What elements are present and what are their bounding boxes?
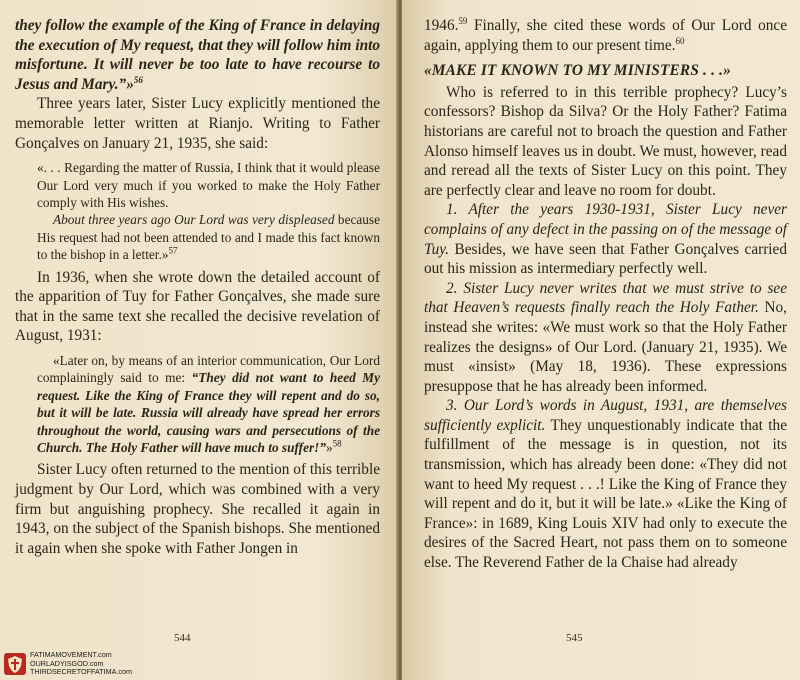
site-watermark[interactable]	[4, 650, 164, 678]
left-page	[0, 0, 398, 680]
block-quote-1935: «. . . Regarding the matter of Russia, I think that it would please Our Lord very much if you worked to make the Holy Father comply with His wishes. About three years ago Our Lord was very displeased because His request had not been attended to and I made this fact known to the bishop in a letter.»$^{57}$	[37, 160, 381, 263]
shield-logo-icon	[4, 653, 26, 675]
paragraph-terrible-judgment: Sister Lucy often returned to the mention of this terrible judgment by Our Lord, which was combined with a very firm but anguishing prophecy. She recalled it again in 1943, on the subject of the Spanish bishops. She mentioned it again when she spoke with Father Jongen in	[15, 461, 380, 557]
quote-continuation: they follow the example of the King of France in delaying the execution of My request, that they will follow him into misfortune. It will never be too late to have recourse to Jesus and Mary.”»$^{56}$	[15, 17, 380, 93]
footnote-58[interactable]: 58	[332, 438, 342, 449]
page-number-left: 544	[174, 632, 191, 644]
section-heading: «MAKE IT KNOWN TO MY MINISTERS . . .»	[424, 62, 732, 80]
right-page-text	[424, 16, 787, 573]
right-page	[402, 0, 800, 680]
paragraph-who-referred: Who is referred to in this terrible prophecy? Lucy’s confessors? Bishop da Silva? Or the Holy Father? Fatima historians are careful not to broach the question and Father Alonso himself leaves us in doubt. We must, however, read and reread all the texts of Sister Lucy on this point. They are perfectly clear and leave no room for doubt.	[424, 83, 787, 199]
footnote-56[interactable]: 56	[133, 74, 143, 85]
paragraph-1946: 1946.59 Finally, she cited these words of Our Lord once again, applying them to our present time.$^{60}$	[424, 15, 787, 54]
footnote-57[interactable]: 57	[168, 245, 178, 256]
paragraph-point-3: 3. Our Lord’s words in August, 1931, are themselves sufficiently explicit. They unquestionably indicate that the fulfillment of the message is in question, not its transmission, which has already been done: «They did not want to heed My request . . .! Like the King of France they will repent and do it, but it will be late.» «Like the King of France»: in 1689, King Louis XIV had only to execute the desires of the Sacred Heart, not pass them on to someone else. The Reverend Father de la Chaise had already	[424, 397, 787, 572]
watermark-text: FATIMAMOVEMENT.com OURLADYISGOD.com THIRDSECRETOFFATIMA.com	[30, 650, 132, 677]
footnote-59[interactable]: 59	[458, 15, 468, 26]
page-number-right: 545	[566, 632, 583, 644]
footnote-60[interactable]: 60	[675, 35, 685, 46]
paragraph-rianjo: Three years later, Sister Lucy explicitly mentioned the memorable letter written at Rianjo. Writing to Father Gonçalves on January 21, 1935, she said:	[15, 95, 380, 152]
paragraph-point-2: 2. Sister Lucy never writes that we must strive to see that Heaven’s requests finally reach the Holy Father. No, instead she writes: «We must work so that the Holy Father realizes the designs» of Our Lord. (January 21, 1935). We must «insist» (May 18, 1936). These expressions presuppose that he has already been informed.	[424, 279, 787, 395]
paragraph-1936: In 1936, when she wrote down the detailed account of the apparition of Tuy for Father Gonçalves, she made sure that in the same text she recalled the decisive revelation of August, 1931:	[15, 268, 380, 345]
block-quote-tuy: «Later on, by means of an interior communication, Our Lord complainingly said to me: “They did not want to heed My request. Like the King of France they will repent and do so, but it will be late. Russia will already have spread her errors throughout the world, causing wars and persecutions of the Church. The Holy Father will have much to suffer!”»$^{58}$	[37, 352, 380, 455]
left-page-text	[15, 16, 380, 558]
paragraph-point-1: 1. After the years 1930-1931, Sister Lucy never complains of any defect in the passing on of the message of Tuy. Besides, we have seen that Father Gonçalves carried out his mission as intermediary perfectly well.	[424, 201, 787, 278]
